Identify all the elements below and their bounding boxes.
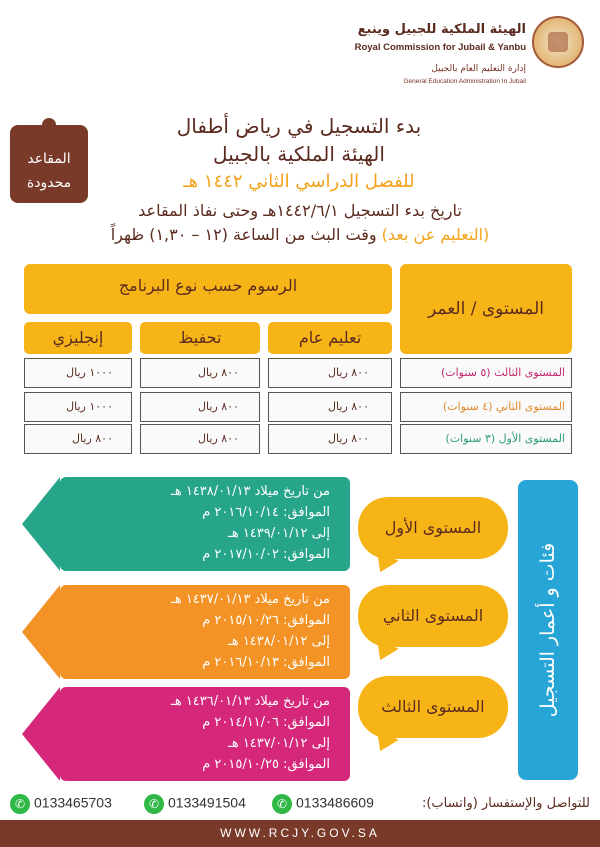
band-line: الموافق: ٢٠١٦/١٠/١٣ م	[202, 655, 330, 670]
level2-bubble: المستوى الثاني	[358, 585, 508, 647]
title-block	[94, 112, 504, 196]
band-line: الموافق: ٢٠١٥/١٠/٢٦ م	[202, 613, 330, 628]
phone-2[interactable]	[144, 794, 246, 814]
band-line: إلى ١٤٣٩/٠١/١٢ هـ	[228, 526, 330, 541]
general-fee-cell: ٨٠٠ ريال	[268, 424, 392, 454]
band-line: الموافق: ٢٠١٥/١٠/٢٥ م	[202, 757, 330, 772]
whatsapp-icon: ✆	[272, 794, 292, 814]
band-line: الموافق: ٢٠١٧/١٠/٠٢ م	[202, 547, 330, 562]
phone-number: 0133486609	[296, 794, 374, 811]
fees-header: الرسوم حسب نوع البرنامج	[24, 264, 392, 314]
broadcast-time-line	[20, 224, 580, 246]
footer-url[interactable]: WWW.RCJY.GOV.SA	[0, 820, 600, 847]
whatsapp-icon: ✆	[10, 794, 30, 814]
band-line: إلى ١٤٣٧/٠١/١٢ هـ	[228, 736, 330, 751]
band-line: إلى ١٤٣٨/٠١/١٢ هـ	[228, 634, 330, 649]
semester-line: للفصل الدراسي الثاني ١٤٤٢ هـ	[183, 171, 415, 192]
level-cell: المستوى الثالث (٥ سنوات)	[400, 358, 572, 388]
title-line2: الهيئة الملكية بالجبيل	[213, 142, 385, 166]
broadcast-time-text: وقت البث من الساعة (١٢ – ١,٣٠) ظهراً	[110, 225, 382, 244]
header	[354, 8, 590, 88]
seats-tag-line2: محدودة	[26, 175, 72, 191]
english-fee-cell: ٨٠٠ ريال	[24, 424, 132, 454]
hifz-fee-cell: ٨٠٠ ريال	[140, 392, 260, 422]
band-line: من تاريخ ميلاد ١٤٣٨/٠١/١٣ هـ	[171, 484, 330, 499]
age-band-level1	[60, 477, 350, 571]
dept-name-en: General Education Administration In Jubail	[403, 78, 526, 85]
level-cell: المستوى الأول (٣ سنوات)	[400, 424, 572, 454]
level-age-header: المستوى / العمر	[400, 264, 572, 354]
org-name-en: Royal Commission for Jubail & Yanbu	[354, 42, 526, 53]
phone-1[interactable]	[272, 794, 374, 814]
registration-date-line: تاريخ بدء التسجيل ١٤٤٢/٦/١هـ وحتى نفاذ المقاعد	[138, 201, 462, 220]
band-line: من تاريخ ميلاد ١٤٣٦/٠١/١٣ هـ	[171, 694, 330, 709]
table-row	[24, 424, 572, 454]
title-line1: بدء التسجيل في رياض أطفال	[176, 114, 422, 138]
rcjy-logo-icon	[532, 16, 584, 68]
phone-3[interactable]	[10, 794, 112, 814]
band-line: الموافق: ٢٠١٤/١١/٠٦ م	[202, 715, 330, 730]
level3-bubble: المستوى الثالث	[358, 676, 508, 738]
band-line: من تاريخ ميلاد ١٤٣٧/٠١/١٣ هـ	[171, 592, 330, 607]
seats-tag-line1: المقاعد	[27, 151, 71, 167]
english-fee-cell: ١٠٠٠ ريال	[24, 392, 132, 422]
program-english-header: إنجليزي	[24, 322, 132, 354]
phone-number: 0133491504	[168, 794, 246, 811]
age-band-level2	[60, 585, 350, 679]
org-name-ar: الهيئة الملكية للجبيل وينبع	[357, 22, 526, 37]
band-line: الموافق: ٢٠١٦/١٠/١٤ م	[202, 505, 330, 520]
program-hifz-header: تحفيظ	[140, 322, 260, 354]
phone-number: 0133465703	[34, 794, 112, 811]
contact-label: للتواصل والإستفسار (واتساب):	[421, 796, 590, 811]
limited-seats-tag	[10, 125, 88, 203]
level1-bubble: المستوى الأول	[358, 497, 508, 559]
general-fee-cell: ٨٠٠ ريال	[268, 358, 392, 388]
contact-row	[0, 792, 600, 818]
hifz-fee-cell: ٨٠٠ ريال	[140, 424, 260, 454]
level-cell: المستوى الثاني (٤ سنوات)	[400, 392, 572, 422]
categories-side-text: فئات و أعمار التسجيل	[537, 542, 559, 718]
age-band-level3	[60, 687, 350, 781]
remote-learning-label: (التعليم عن بعد)	[381, 225, 490, 244]
program-general-header: تعليم عام	[268, 322, 392, 354]
general-fee-cell: ٨٠٠ ريال	[268, 392, 392, 422]
hifz-fee-cell: ٨٠٠ ريال	[140, 358, 260, 388]
whatsapp-icon: ✆	[144, 794, 164, 814]
table-row	[24, 392, 572, 422]
english-fee-cell: ١٠٠٠ ريال	[24, 358, 132, 388]
dept-name-ar: إدارة التعليم العام بالجبيل	[431, 64, 526, 74]
table-row	[24, 358, 572, 388]
